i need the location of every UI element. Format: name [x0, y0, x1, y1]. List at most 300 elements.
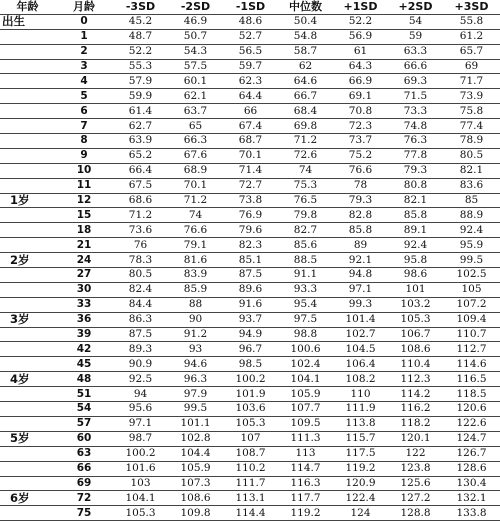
cell-plus3sd: 92.4: [443, 223, 500, 238]
cell-median: 102.4: [278, 357, 333, 372]
cell-minus1sd: 94.9: [223, 327, 278, 342]
cell-minus1sd: 111.7: [223, 476, 278, 491]
cell-plus1sd: 113.8: [333, 416, 388, 431]
cell-plus2sd: 69.3: [388, 74, 443, 89]
cell-plus2sd: 82.1: [388, 193, 443, 208]
cell-age: [0, 134, 55, 149]
cell-minus2sd: 70.1: [168, 178, 223, 193]
cell-median: 93.3: [278, 282, 333, 297]
cell-plus3sd: 69: [443, 59, 500, 74]
cell-plus2sd: 73.3: [388, 104, 443, 119]
cell-month: 27: [55, 268, 113, 283]
cell-minus1sd: 101.9: [223, 387, 278, 402]
table-row: [0, 327, 500, 342]
cell-plus3sd: 116.5: [443, 372, 500, 387]
cell-minus1sd: 87.5: [223, 268, 278, 283]
header-row: [0, 0, 500, 14]
table-row: [0, 119, 500, 134]
cell-plus1sd: 79.3: [333, 193, 388, 208]
cell-minus3sd: 71.2: [113, 208, 168, 223]
cell-age: 1岁: [0, 193, 55, 208]
cell-plus2sd: 74.8: [388, 119, 443, 134]
cell-minus3sd: 87.5: [113, 327, 168, 342]
cell-minus1sd: 96.7: [223, 342, 278, 357]
cell-minus2sd: 99.5: [168, 402, 223, 417]
cell-month: 15: [55, 208, 113, 223]
cell-month: 75: [55, 506, 113, 521]
cell-minus1sd: 91.6: [223, 297, 278, 312]
cell-age: [0, 282, 55, 297]
cell-age: [0, 402, 55, 417]
cell-plus2sd: 116.2: [388, 402, 443, 417]
table-row: [0, 238, 500, 253]
cell-median: 66.7: [278, 89, 333, 104]
cell-plus1sd: 111.9: [333, 402, 388, 417]
cell-plus2sd: 108.6: [388, 342, 443, 357]
cell-minus1sd: 52.7: [223, 29, 278, 44]
table-row: [0, 163, 500, 178]
cell-plus3sd: 118.5: [443, 387, 500, 402]
cell-minus3sd: 104.1: [113, 491, 168, 506]
cell-minus3sd: 65.2: [113, 148, 168, 163]
cell-month: 1: [55, 29, 113, 44]
table-row: [0, 342, 500, 357]
table-row: [0, 282, 500, 297]
cell-median: 109.5: [278, 416, 333, 431]
cell-minus3sd: 76: [113, 238, 168, 253]
cell-plus2sd: 59: [388, 29, 443, 44]
table-header: [0, 0, 500, 14]
cell-month: 45: [55, 357, 113, 372]
cell-plus1sd: 108.2: [333, 372, 388, 387]
cell-minus1sd: 79.6: [223, 223, 278, 238]
cell-plus2sd: 77.8: [388, 148, 443, 163]
header-plus3sd: +3SD: [443, 0, 500, 14]
table-row: [0, 387, 500, 402]
cell-plus2sd: 54: [388, 14, 443, 29]
cell-median: 116.3: [278, 476, 333, 491]
cell-plus3sd: 105: [443, 282, 500, 297]
cell-minus1sd: 68.7: [223, 134, 278, 149]
cell-plus1sd: 72.3: [333, 119, 388, 134]
cell-minus2sd: 76.6: [168, 223, 223, 238]
cell-plus2sd: 112.3: [388, 372, 443, 387]
cell-month: 10: [55, 163, 113, 178]
cell-minus2sd: 60.1: [168, 74, 223, 89]
cell-age: [0, 44, 55, 59]
cell-minus1sd: 72.7: [223, 178, 278, 193]
cell-minus1sd: 100.2: [223, 372, 278, 387]
cell-minus3sd: 82.4: [113, 282, 168, 297]
cell-median: 95.4: [278, 297, 333, 312]
cell-minus2sd: 66.3: [168, 134, 223, 149]
cell-minus1sd: 73.8: [223, 193, 278, 208]
table-row: [0, 491, 500, 506]
cell-age: [0, 89, 55, 104]
cell-minus3sd: 92.5: [113, 372, 168, 387]
cell-age: [0, 268, 55, 283]
cell-plus2sd: 118.2: [388, 416, 443, 431]
cell-plus3sd: 110.7: [443, 327, 500, 342]
cell-plus1sd: 106.4: [333, 357, 388, 372]
table-row: [0, 44, 500, 59]
cell-plus2sd: 89.1: [388, 223, 443, 238]
cell-plus3sd: 61.2: [443, 29, 500, 44]
cell-age: [0, 59, 55, 74]
cell-minus2sd: 90: [168, 312, 223, 327]
table-row: [0, 59, 500, 74]
table-row: [0, 431, 500, 446]
cell-plus1sd: 64.3: [333, 59, 388, 74]
cell-plus2sd: 110.4: [388, 357, 443, 372]
cell-minus1sd: 67.4: [223, 119, 278, 134]
cell-minus2sd: 68.9: [168, 163, 223, 178]
cell-median: 82.7: [278, 223, 333, 238]
cell-month: 51: [55, 387, 113, 402]
cell-month: 9: [55, 148, 113, 163]
cell-plus3sd: 80.5: [443, 148, 500, 163]
table-row: [0, 14, 500, 29]
cell-plus3sd: 114.6: [443, 357, 500, 372]
cell-month: 36: [55, 312, 113, 327]
cell-plus1sd: 122.4: [333, 491, 388, 506]
cell-minus1sd: 64.4: [223, 89, 278, 104]
cell-age: [0, 387, 55, 402]
cell-plus1sd: 101.4: [333, 312, 388, 327]
cell-age: [0, 74, 55, 89]
cell-median: 58.7: [278, 44, 333, 59]
cell-plus1sd: 92.1: [333, 253, 388, 268]
cell-minus2sd: 83.9: [168, 268, 223, 283]
table-body: [0, 14, 500, 520]
table-row: [0, 297, 500, 312]
cell-minus3sd: 103: [113, 476, 168, 491]
cell-minus3sd: 95.6: [113, 402, 168, 417]
cell-plus1sd: 78: [333, 178, 388, 193]
cell-median: 117.7: [278, 491, 333, 506]
cell-minus2sd: 109.8: [168, 506, 223, 521]
cell-age: [0, 297, 55, 312]
cell-plus3sd: 126.7: [443, 446, 500, 461]
cell-plus2sd: 63.3: [388, 44, 443, 59]
cell-median: 64.6: [278, 74, 333, 89]
cell-minus1sd: 103.6: [223, 402, 278, 417]
cell-median: 111.3: [278, 431, 333, 446]
table-row: [0, 89, 500, 104]
cell-age: 5岁: [0, 431, 55, 446]
cell-plus3sd: 78.9: [443, 134, 500, 149]
table-row: [0, 208, 500, 223]
table-row: [0, 461, 500, 476]
cell-plus1sd: 76.6: [333, 163, 388, 178]
cell-plus1sd: 120.9: [333, 476, 388, 491]
cell-plus2sd: 105.3: [388, 312, 443, 327]
cell-minus1sd: 89.6: [223, 282, 278, 297]
cell-plus3sd: 109.4: [443, 312, 500, 327]
cell-median: 62: [278, 59, 333, 74]
cell-minus1sd: 98.5: [223, 357, 278, 372]
header-median: 中位数: [278, 0, 333, 14]
cell-month: 42: [55, 342, 113, 357]
cell-month: 30: [55, 282, 113, 297]
cell-minus2sd: 88: [168, 297, 223, 312]
cell-minus2sd: 96.3: [168, 372, 223, 387]
cell-minus3sd: 94: [113, 387, 168, 402]
cell-plus2sd: 71.5: [388, 89, 443, 104]
cell-plus1sd: 69.1: [333, 89, 388, 104]
cell-plus2sd: 120.1: [388, 431, 443, 446]
cell-plus3sd: 99.5: [443, 253, 500, 268]
cell-month: 54: [55, 402, 113, 417]
cell-age: [0, 29, 55, 44]
cell-month: 60: [55, 431, 113, 446]
cell-minus3sd: 67.5: [113, 178, 168, 193]
cell-month: 33: [55, 297, 113, 312]
table-row: [0, 178, 500, 193]
cell-median: 74: [278, 163, 333, 178]
cell-plus3sd: 130.4: [443, 476, 500, 491]
cell-month: 18: [55, 223, 113, 238]
cell-month: 39: [55, 327, 113, 342]
cell-plus1sd: 119.2: [333, 461, 388, 476]
cell-age: [0, 476, 55, 491]
cell-minus2sd: 107.3: [168, 476, 223, 491]
cell-plus2sd: 114.2: [388, 387, 443, 402]
cell-plus1sd: 99.3: [333, 297, 388, 312]
cell-age: [0, 416, 55, 431]
cell-age: 6岁: [0, 491, 55, 506]
cell-median: 104.1: [278, 372, 333, 387]
cell-median: 113: [278, 446, 333, 461]
cell-month: 4: [55, 74, 113, 89]
cell-age: [0, 178, 55, 193]
cell-plus1sd: 117.5: [333, 446, 388, 461]
cell-plus1sd: 89: [333, 238, 388, 253]
cell-plus2sd: 92.4: [388, 238, 443, 253]
cell-age: [0, 163, 55, 178]
cell-month: 72: [55, 491, 113, 506]
table-row: [0, 193, 500, 208]
cell-plus1sd: 115.7: [333, 431, 388, 446]
cell-median: 107.7: [278, 402, 333, 417]
cell-plus3sd: 132.1: [443, 491, 500, 506]
cell-minus1sd: 108.7: [223, 446, 278, 461]
cell-plus1sd: 85.8: [333, 223, 388, 238]
cell-plus2sd: 127.2: [388, 491, 443, 506]
cell-age: [0, 208, 55, 223]
cell-plus1sd: 73.7: [333, 134, 388, 149]
cell-minus2sd: 104.4: [168, 446, 223, 461]
cell-minus2sd: 105.9: [168, 461, 223, 476]
cell-median: 72.6: [278, 148, 333, 163]
cell-minus1sd: 66: [223, 104, 278, 119]
cell-minus3sd: 100.2: [113, 446, 168, 461]
header-minus2sd: -2SD: [168, 0, 223, 14]
cell-minus3sd: 62.7: [113, 119, 168, 134]
cell-minus3sd: 63.9: [113, 134, 168, 149]
cell-plus3sd: 82.1: [443, 163, 500, 178]
table-row: [0, 416, 500, 431]
cell-minus3sd: 55.3: [113, 59, 168, 74]
cell-minus1sd: 56.5: [223, 44, 278, 59]
cell-minus1sd: 48.6: [223, 14, 278, 29]
cell-minus3sd: 66.4: [113, 163, 168, 178]
cell-plus2sd: 80.8: [388, 178, 443, 193]
cell-plus3sd: 124.7: [443, 431, 500, 446]
cell-plus1sd: 66.9: [333, 74, 388, 89]
table-row: [0, 446, 500, 461]
cell-plus2sd: 106.7: [388, 327, 443, 342]
cell-minus1sd: 62.3: [223, 74, 278, 89]
cell-plus2sd: 122: [388, 446, 443, 461]
cell-plus1sd: 61: [333, 44, 388, 59]
cell-month: 11: [55, 178, 113, 193]
cell-minus2sd: 102.8: [168, 431, 223, 446]
table-row: [0, 312, 500, 327]
header-minus3sd: -3SD: [113, 0, 168, 14]
cell-month: 57: [55, 416, 113, 431]
cell-age: [0, 238, 55, 253]
table-row: [0, 506, 500, 521]
cell-plus3sd: 107.2: [443, 297, 500, 312]
table-row: [0, 372, 500, 387]
cell-minus3sd: 68.6: [113, 193, 168, 208]
cell-plus2sd: 98.6: [388, 268, 443, 283]
cell-plus1sd: 102.7: [333, 327, 388, 342]
cell-minus2sd: 62.1: [168, 89, 223, 104]
cell-month: 63: [55, 446, 113, 461]
table-row: [0, 357, 500, 372]
cell-median: 54.8: [278, 29, 333, 44]
cell-median: 97.5: [278, 312, 333, 327]
cell-minus2sd: 79.1: [168, 238, 223, 253]
cell-age: [0, 327, 55, 342]
cell-plus1sd: 97.1: [333, 282, 388, 297]
cell-minus2sd: 97.9: [168, 387, 223, 402]
cell-plus1sd: 124: [333, 506, 388, 521]
cell-minus3sd: 48.7: [113, 29, 168, 44]
table-row: [0, 268, 500, 283]
cell-minus3sd: 105.3: [113, 506, 168, 521]
cell-plus1sd: 52.2: [333, 14, 388, 29]
cell-age: 3岁: [0, 312, 55, 327]
cell-month: 2: [55, 44, 113, 59]
cell-median: 75.3: [278, 178, 333, 193]
cell-minus3sd: 78.3: [113, 253, 168, 268]
cell-plus1sd: 75.2: [333, 148, 388, 163]
cell-age: [0, 342, 55, 357]
cell-median: 69.8: [278, 119, 333, 134]
cell-minus2sd: 101.1: [168, 416, 223, 431]
table-row: [0, 29, 500, 44]
cell-plus1sd: 104.5: [333, 342, 388, 357]
cell-month: 69: [55, 476, 113, 491]
cell-median: 71.2: [278, 134, 333, 149]
cell-minus2sd: 65: [168, 119, 223, 134]
cell-minus2sd: 94.6: [168, 357, 223, 372]
cell-age: [0, 446, 55, 461]
cell-age: 2岁: [0, 253, 55, 268]
table-row: [0, 476, 500, 491]
cell-minus2sd: 57.5: [168, 59, 223, 74]
cell-age: [0, 148, 55, 163]
cell-plus2sd: 76.3: [388, 134, 443, 149]
cell-plus3sd: 65.7: [443, 44, 500, 59]
cell-age: [0, 506, 55, 521]
cell-plus1sd: 94.8: [333, 268, 388, 283]
cell-plus3sd: 122.6: [443, 416, 500, 431]
cell-median: 50.4: [278, 14, 333, 29]
cell-plus2sd: 103.2: [388, 297, 443, 312]
cell-month: 3: [55, 59, 113, 74]
table-row: [0, 402, 500, 417]
cell-minus1sd: 85.1: [223, 253, 278, 268]
table-row: [0, 253, 500, 268]
cell-minus1sd: 114.4: [223, 506, 278, 521]
cell-median: 68.4: [278, 104, 333, 119]
cell-plus3sd: 77.4: [443, 119, 500, 134]
cell-plus2sd: 125.6: [388, 476, 443, 491]
cell-month: 48: [55, 372, 113, 387]
cell-plus3sd: 133.8: [443, 506, 500, 521]
cell-plus3sd: 95.9: [443, 238, 500, 253]
cell-minus1sd: 59.7: [223, 59, 278, 74]
cell-plus2sd: 66.6: [388, 59, 443, 74]
cell-median: 114.7: [278, 461, 333, 476]
cell-minus2sd: 71.2: [168, 193, 223, 208]
cell-age: [0, 461, 55, 476]
cell-plus1sd: 82.8: [333, 208, 388, 223]
cell-minus3sd: 57.9: [113, 74, 168, 89]
cell-month: 66: [55, 461, 113, 476]
cell-median: 119.2: [278, 506, 333, 521]
cell-minus1sd: 82.3: [223, 238, 278, 253]
cell-plus2sd: 128.8: [388, 506, 443, 521]
cell-plus1sd: 56.9: [333, 29, 388, 44]
cell-minus2sd: 108.6: [168, 491, 223, 506]
header-plus1sd: +1SD: [333, 0, 388, 14]
cell-plus3sd: 83.6: [443, 178, 500, 193]
cell-plus3sd: 75.8: [443, 104, 500, 119]
cell-minus3sd: 86.3: [113, 312, 168, 327]
cell-month: 7: [55, 119, 113, 134]
cell-month: 5: [55, 89, 113, 104]
cell-median: 98.8: [278, 327, 333, 342]
cell-plus3sd: 120.6: [443, 402, 500, 417]
cell-median: 79.8: [278, 208, 333, 223]
cell-age: [0, 357, 55, 372]
cell-minus3sd: 80.5: [113, 268, 168, 283]
cell-median: 85.6: [278, 238, 333, 253]
cell-plus3sd: 73.9: [443, 89, 500, 104]
cell-minus2sd: 74: [168, 208, 223, 223]
header-plus2sd: +2SD: [388, 0, 443, 14]
cell-minus1sd: 70.1: [223, 148, 278, 163]
cell-median: 105.9: [278, 387, 333, 402]
cell-month: 6: [55, 104, 113, 119]
cell-minus3sd: 98.7: [113, 431, 168, 446]
cell-minus2sd: 81.6: [168, 253, 223, 268]
cell-age: 出生: [0, 14, 55, 29]
cell-month: 12: [55, 193, 113, 208]
cell-minus3sd: 59.9: [113, 89, 168, 104]
cell-minus3sd: 84.4: [113, 297, 168, 312]
cell-minus3sd: 52.2: [113, 44, 168, 59]
cell-minus1sd: 71.4: [223, 163, 278, 178]
cell-age: [0, 223, 55, 238]
cell-minus2sd: 91.2: [168, 327, 223, 342]
cell-plus3sd: 85: [443, 193, 500, 208]
